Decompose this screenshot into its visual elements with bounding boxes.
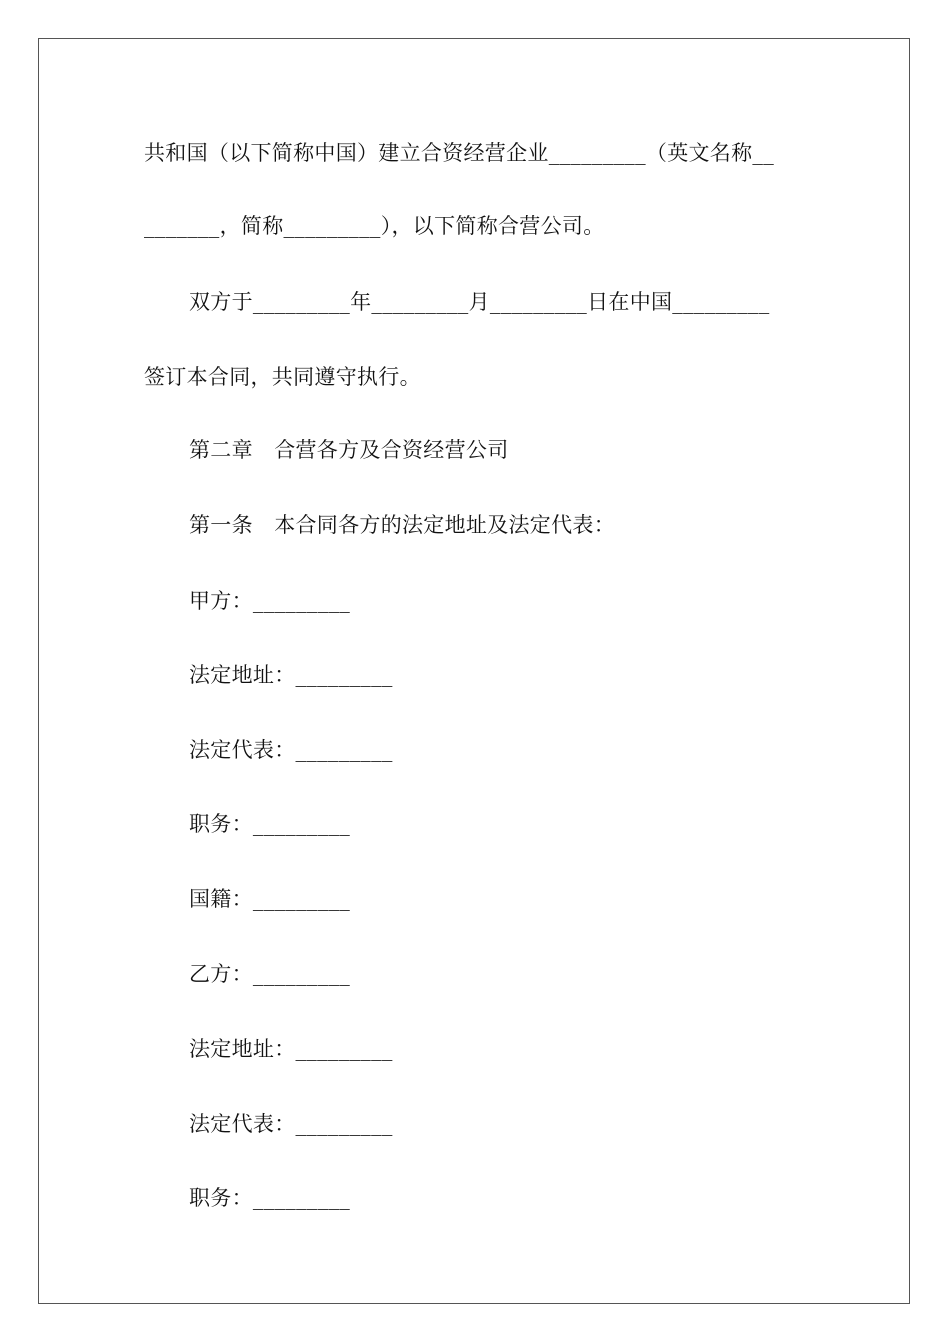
article-heading: 第一条 本合同各方的法定地址及法定代表： [189, 513, 615, 537]
party-a-address-field: 法定地址：_________ [189, 663, 393, 687]
party-a-representative-field: 法定代表：_________ [189, 738, 393, 762]
party-a-nationality-field: 国籍：_________ [189, 887, 351, 911]
party-b-address-field: 法定地址：_________ [189, 1037, 393, 1061]
signing-clause-line: 签订本合同，共同遵守执行。 [144, 365, 421, 389]
party-a-position-field: 职务：_________ [189, 812, 351, 836]
chapter-heading: 第二章 合营各方及合资经营公司 [189, 438, 509, 462]
party-b-field: 乙方：_________ [189, 962, 351, 986]
paragraph-line-1: 共和国（以下简称中国）建立合资经营企业_________（英文名称__ [144, 141, 774, 165]
party-a-field: 甲方：_________ [189, 589, 351, 613]
signing-date-line: 双方于_________年_________月_________日在中国_________ [189, 290, 770, 314]
party-b-position-field: 职务：_________ [189, 1186, 351, 1210]
paragraph-line-2: _______，简称_________），以下简称合营公司。 [144, 214, 605, 238]
party-b-representative-field: 法定代表：_________ [189, 1112, 393, 1136]
